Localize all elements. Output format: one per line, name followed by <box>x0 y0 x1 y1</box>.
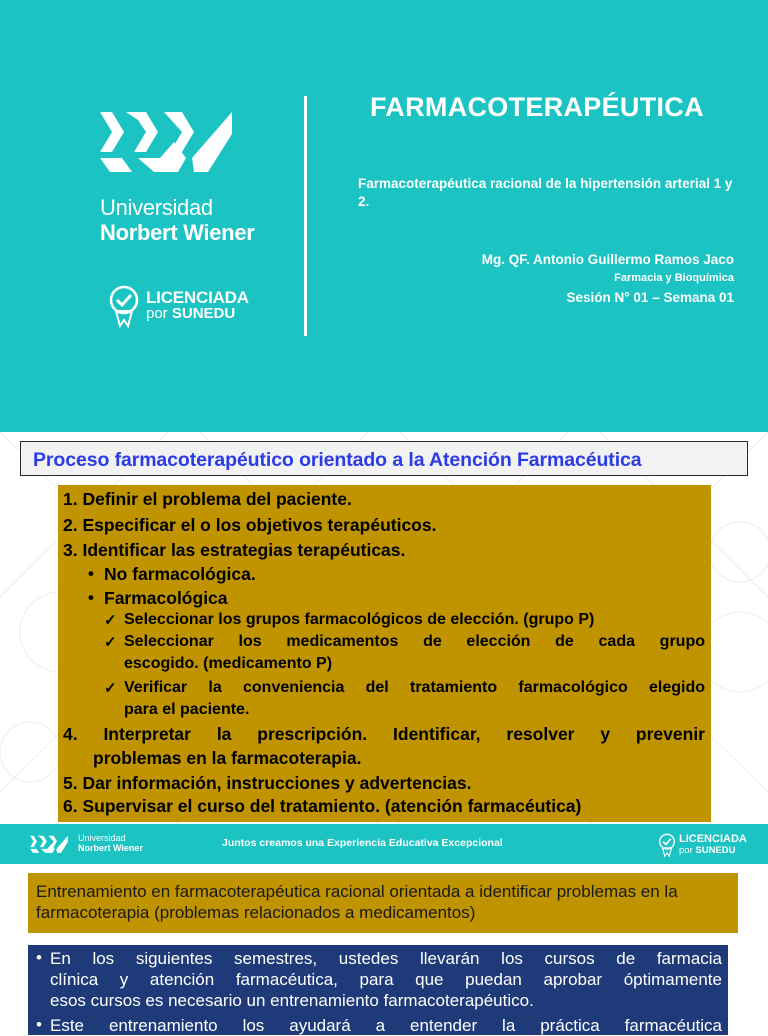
university-logo-icon <box>98 106 234 176</box>
substep-select-drugs-line1: Seleccionar los medicamentos de elección de cada grupo <box>124 633 705 650</box>
slide-title: Proceso farmacoterapéutico orientado a la Atención Farmacéutica <box>33 449 642 471</box>
training-bullet-2-line1: Este entrenamiento los ayudará a entender la práctica farmacéutica <box>50 1016 722 1035</box>
strategy-pharmacological: Farmacológica <box>104 588 228 608</box>
step-5: 5. Dar información, instrucciones y advertencias. <box>63 773 472 793</box>
step-1: 1. Definir el problema del paciente. <box>63 489 352 509</box>
bullet-icon: • <box>36 1015 42 1034</box>
substep-verify-line1: Verificar la conveniencia del tratamiento farmacológico elegido <box>124 679 705 696</box>
substep-select-drugs-line2: escogido. (medicamento P) <box>124 655 333 672</box>
bullet-icon: • <box>88 588 94 607</box>
substep-select-groups: Seleccionar los grupos farmacológicos de elección. (grupo P) <box>124 611 595 628</box>
license-sunedu: SUNEDU <box>171 305 236 322</box>
title-slide <box>0 0 768 432</box>
step-4-line2: problemas en la farmacoterapia. <box>93 748 362 768</box>
step-4-line1: 4. Interpretar la prescripción. Identificar, resolver y prevenir <box>63 724 705 744</box>
university-name <box>100 195 255 245</box>
step-3: 3. Identificar las estrategias terapéuticas. <box>63 540 406 560</box>
check-icon: ✓ <box>104 612 117 629</box>
session-label: Sesión N° 01 – Semana 01 <box>566 290 734 305</box>
license-badge <box>108 284 278 330</box>
footer-university-line1: Universidad <box>78 833 126 843</box>
training-bullet-1-line3: esos cursos es necesario un entrenamiento farmacoterapéutico. <box>50 991 534 1010</box>
certified-seal-icon <box>658 832 676 858</box>
footer-license-subtitle <box>679 845 736 856</box>
training-bullet-1-line2: clínica y atención farmacéutica, para que puedan aprobar óptimamente <box>50 970 722 989</box>
slide-title-box <box>20 441 748 476</box>
university-name-line2: Norbert Wiener <box>100 220 255 245</box>
bullet-icon: • <box>88 564 94 583</box>
course-title: FARMACOTERAPÉUTICA <box>370 92 704 122</box>
strategy-non-pharmacological: No farmacológica. <box>104 564 256 584</box>
process-steps-box <box>58 485 711 822</box>
training-heading-box <box>28 873 738 933</box>
footer-license-title: LICENCIADA <box>679 833 747 845</box>
check-icon: ✓ <box>104 634 117 651</box>
check-icon: ✓ <box>104 680 117 697</box>
university-name-line1: Universidad <box>100 195 213 220</box>
author-name: Mg. QF. Antonio Guillermo Ramos Jaco <box>481 252 734 267</box>
training-heading: Entrenamiento en farmacoterapéutica racional orientada a identificar problemas en la farmacoterapia (problemas relacionados a medicamentos) <box>36 882 678 922</box>
university-logo-icon <box>24 834 74 854</box>
bullet-icon: • <box>36 948 42 967</box>
certified-seal-icon <box>108 284 140 328</box>
license-por: por <box>146 305 168 322</box>
license-title: LICENCIADA <box>146 288 249 307</box>
step-2: 2. Especificar el o los objetivos terapéuticos. <box>63 515 437 535</box>
department-name: Farmacia y Bioquímica <box>614 272 734 284</box>
footer-license-por: por <box>679 845 693 856</box>
footer-university-name <box>78 833 143 853</box>
license-subtitle <box>146 305 235 322</box>
vertical-divider <box>304 96 307 336</box>
step-6: 6. Supervisar el curso del tratamiento. (atención farmacéutica) <box>63 796 582 816</box>
training-slide <box>0 864 768 1035</box>
training-bullets-box <box>28 945 728 1035</box>
slide-footer <box>0 824 768 864</box>
footer-motto: Juntos creamos una Experiencia Educativa Excepcional <box>222 837 503 849</box>
training-bullet-1-line1: En los siguientes semestres, ustedes llevarán los cursos de farmacia <box>50 949 722 968</box>
process-slide <box>0 432 768 864</box>
substep-verify-line2: para el paciente. <box>124 701 250 718</box>
footer-license-sunedu: SUNEDU <box>695 845 736 856</box>
course-subtitle: Farmacoterapéutica racional de la hipertensión arterial 1 y 2. <box>358 176 733 209</box>
footer-university-line2: Norbert Wiener <box>78 843 143 853</box>
